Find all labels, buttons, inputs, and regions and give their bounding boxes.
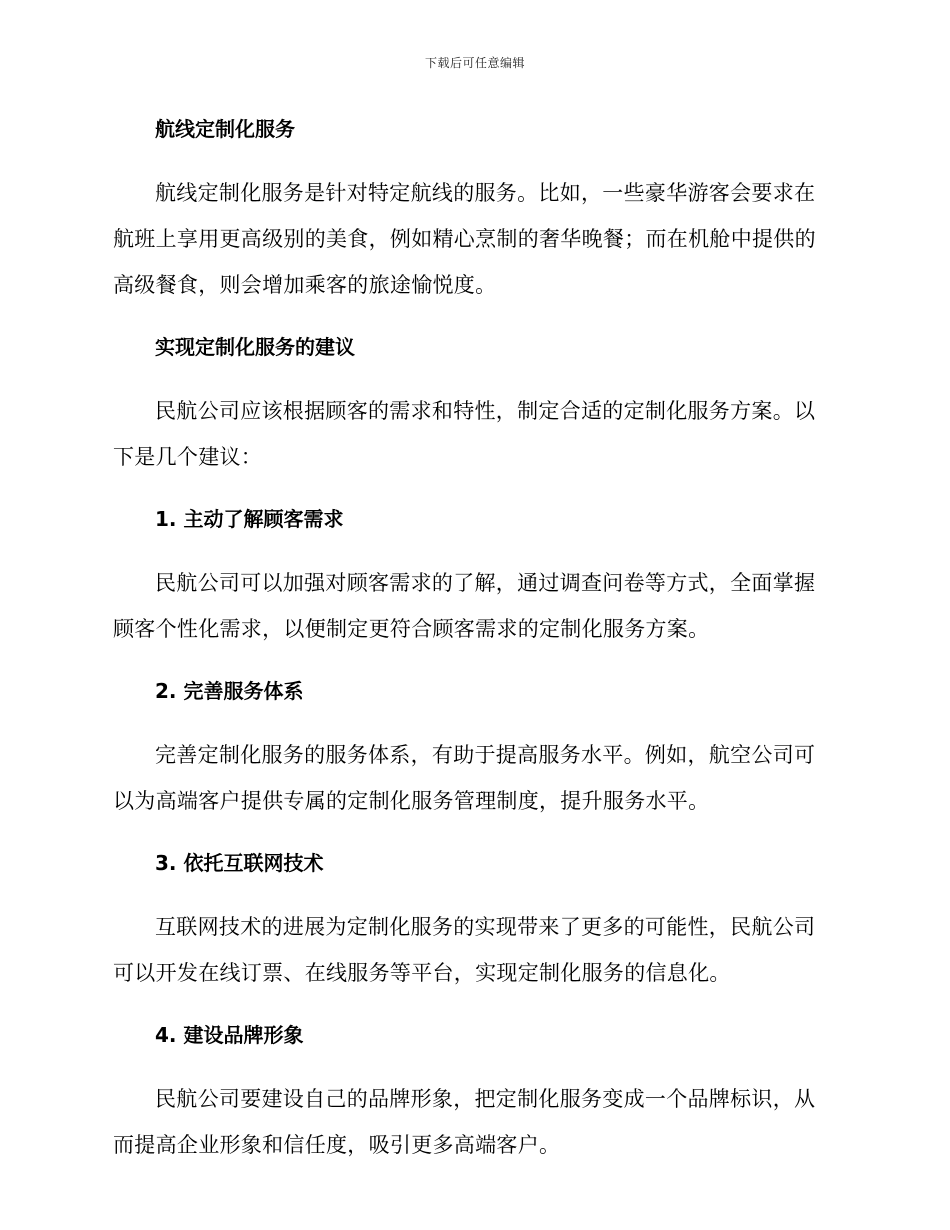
page-header: 下载后可任意编辑 <box>424 56 525 70</box>
section-paragraph: 完善定制化服务的服务体系，有助于提高服务水平。例如，航空公司可以为高端客户提供专属的定制化服务管理制度，提升服务水平。 <box>113 743 816 813</box>
section-paragraph: 民航公司可以加强对顾客需求的了解，通过调查问卷等方式，全面掌握顾客个性化需求，以便制定更符合顾客需求的定制化服务方案。 <box>113 571 816 641</box>
section-heading: 1. 主动了解顾客需求 <box>155 507 344 531</box>
section-heading: 3. 依托互联网技术 <box>155 851 324 875</box>
document-body <box>113 112 831 1168</box>
section-paragraph: 民航公司应该根据顾客的需求和特性，制定合适的定制化服务方案。以下是几个建议： <box>113 399 816 469</box>
section-heading: 航线定制化服务 <box>155 117 295 141</box>
section-heading: 实现定制化服务的建议 <box>155 335 355 359</box>
section-heading: 4. 建设品牌形象 <box>155 1023 304 1047</box>
section-paragraph: 互联网技术的进展为定制化服务的实现带来了更多的可能性，民航公司可以开发在线订票、在线服务等平台，实现定制化服务的信息化。 <box>113 915 816 985</box>
section-paragraph: 航线定制化服务是针对特定航线的服务。比如，一些豪华游客会要求在航班上享用更高级别的美食，例如精心烹制的奢华晚餐；而在机舱中提供的高级餐食，则会增加乘客的旅途愉悦度。 <box>113 181 816 297</box>
section-paragraph: 民航公司要建设自己的品牌形象，把定制化服务变成一个品牌标识，从而提高企业形象和信任度，吸引更多高端客户。 <box>113 1087 816 1157</box>
section-heading: 2. 完善服务体系 <box>155 679 304 703</box>
